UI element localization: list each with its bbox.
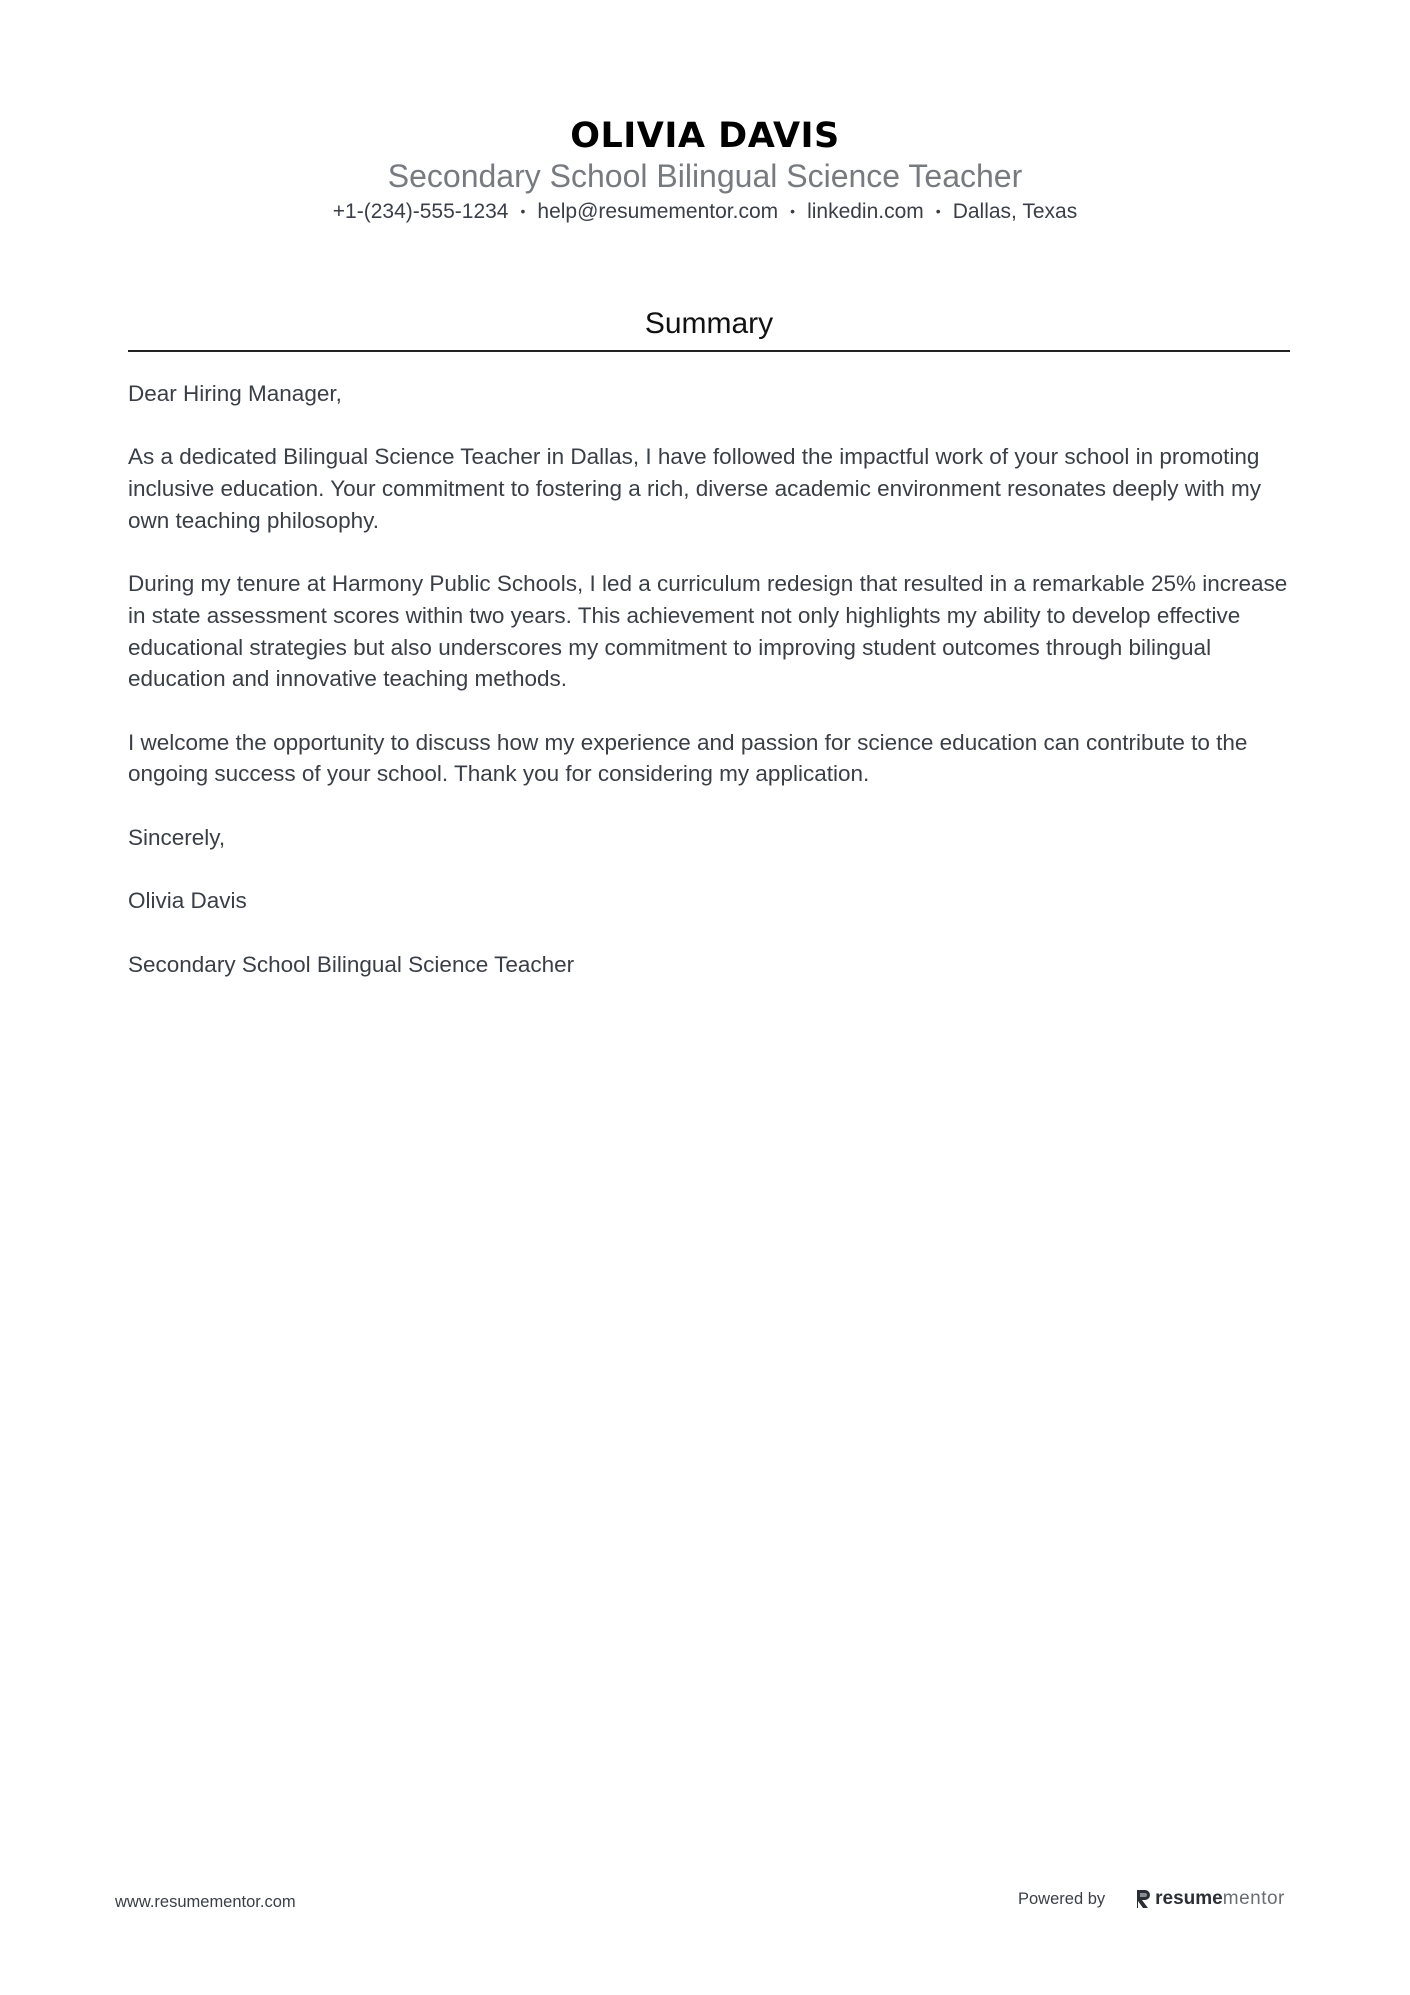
signature-name: Olivia Davis <box>128 888 247 914</box>
contact-separator: • <box>790 203 796 219</box>
letter-paragraph-1: As a dedicated Bilingual Science Teacher in Dallas, I have followed the impactful work of your school in promoting inclusive education. Your commitment to fostering a rich, diverse academic environment resonates deeply with my own teaching philosophy. <box>128 444 1262 533</box>
brand-name-light: mentor <box>1222 1888 1285 1909</box>
footer-website-link[interactable]: www.resumementor.com <box>115 1893 296 1911</box>
section-title-summary: Summary <box>644 307 774 340</box>
contact-separator: • <box>520 203 526 219</box>
powered-by-label: Powered by <box>1018 1889 1106 1908</box>
contact-line <box>0 196 1410 227</box>
contact-separator: • <box>935 203 941 219</box>
section-divider <box>128 350 1290 352</box>
signature-title: Secondary School Bilingual Science Teacher <box>128 951 575 977</box>
applicant-name: OLIVIA DAVIS <box>570 116 840 156</box>
letter-paragraph-2: During my tenure at Harmony Public Schools, I led a curriculum redesign that resulted in a remarkable 25% increase in state assessment scores within two years. This achievement not only highlights my ability to develop effective educational strategies but also underscores my commitment to improving student outcomes through bilingual education and innovative teaching methods. <box>128 571 1288 692</box>
letter-body <box>128 378 1290 1012</box>
contact-linkedin[interactable]: linkedin.com <box>807 200 924 223</box>
footer-branding <box>1018 1888 1285 1910</box>
brand-name-bold: resume <box>1155 1888 1223 1909</box>
contact-location: Dallas, Texas <box>952 200 1078 223</box>
contact-email[interactable]: help@resumementor.com <box>537 200 779 223</box>
resumementor-logo-icon <box>1135 1889 1151 1909</box>
letter-paragraph-3: I welcome the opportunity to discuss how my experience and passion for science education can contribute to the ongoing success of your school. Thank you for considering my application. <box>128 729 1248 787</box>
contact-phone: +1-(234)-555-1234 <box>332 200 509 223</box>
applicant-title: Secondary School Bilingual Science Teacher <box>387 158 1023 194</box>
letter-closing: Sincerely, <box>128 824 226 850</box>
letter-header <box>0 112 1410 227</box>
letter-greeting: Dear Hiring Manager, <box>128 381 342 406</box>
resumementor-logo[interactable] <box>1135 1888 1285 1910</box>
